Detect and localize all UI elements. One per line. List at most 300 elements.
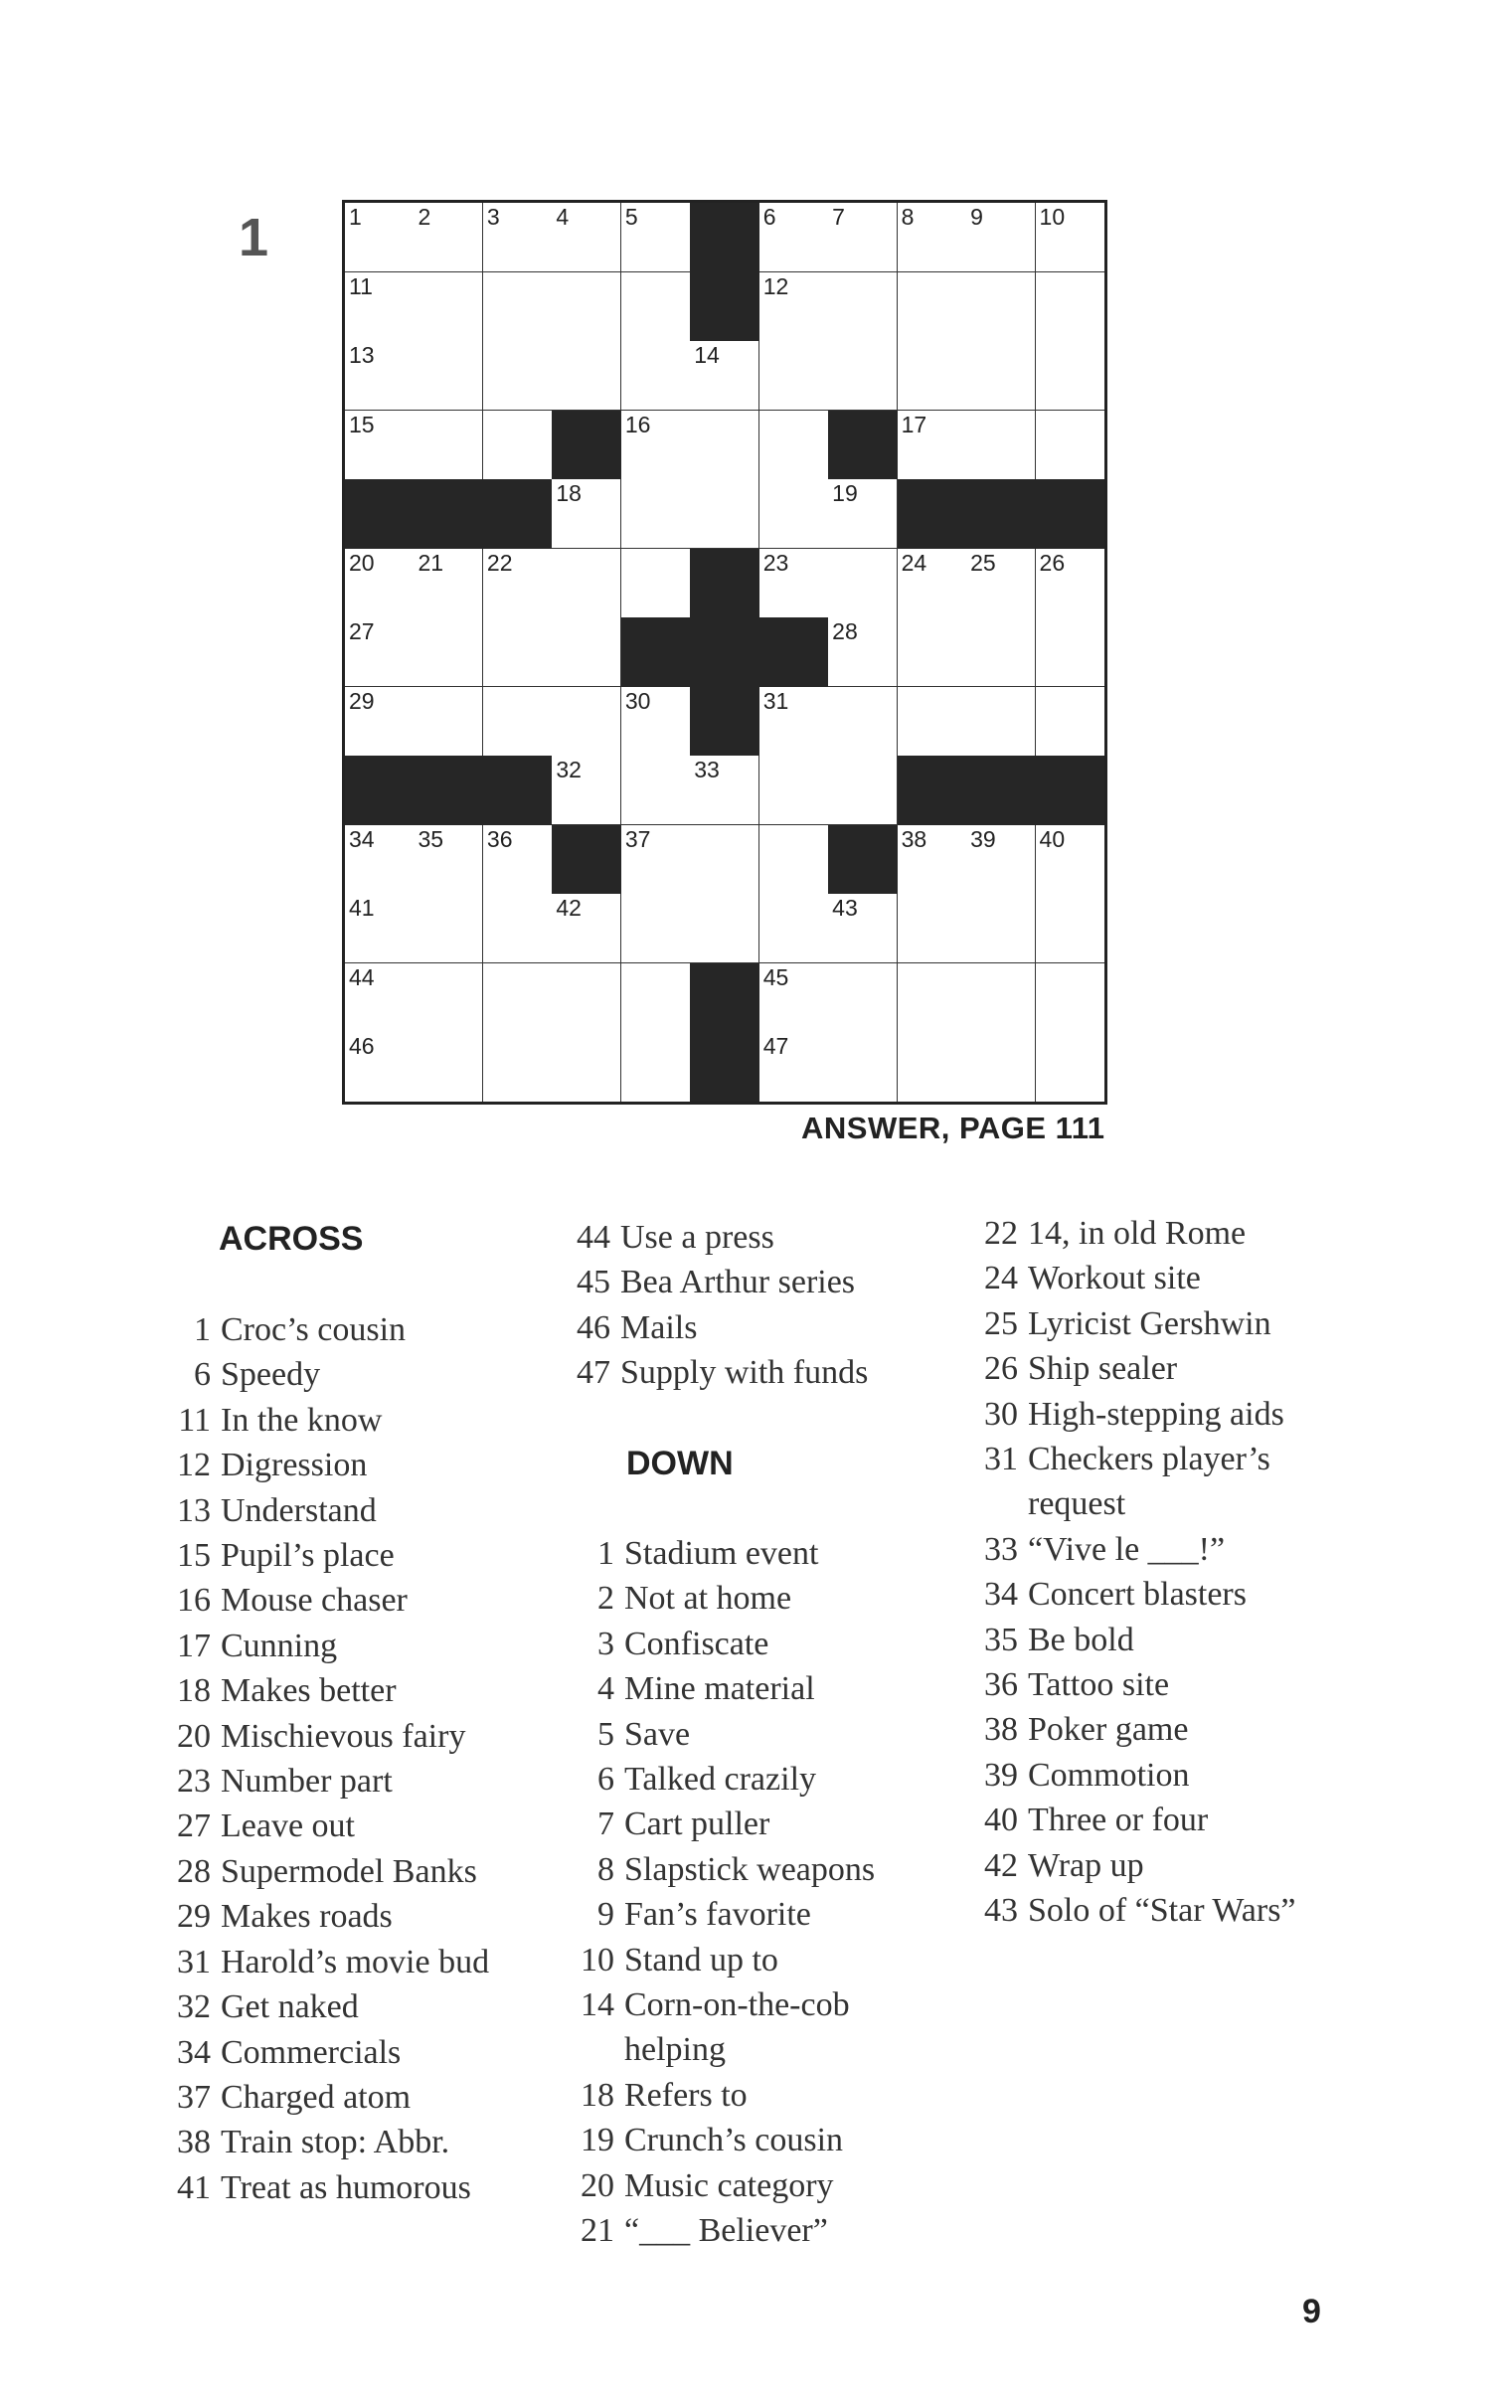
across-clue[interactable] — [159, 2030, 517, 2075]
grid-cell[interactable] — [414, 272, 483, 342]
across-clue[interactable] — [159, 1894, 517, 1939]
cell-number: 43 — [832, 895, 858, 922]
down-clue[interactable] — [966, 1888, 1334, 1933]
clue-number: 43 — [984, 1892, 1018, 1930]
grid-cell[interactable] — [1036, 272, 1104, 342]
clue-number: 34 — [984, 1576, 1018, 1614]
clue-text: Mouse chaser — [221, 1582, 408, 1620]
grid-cell[interactable] — [898, 272, 967, 342]
clue-number: 37 — [177, 2078, 211, 2116]
grid-cell[interactable] — [483, 963, 553, 1033]
grid-cell[interactable] — [1036, 203, 1104, 272]
clue-text: “Vive le ___!” — [1028, 1530, 1226, 1568]
across-clue-list — [159, 1307, 517, 2210]
grid-cell[interactable] — [414, 687, 483, 757]
down-clue[interactable] — [563, 1757, 921, 1802]
crossword-grid[interactable] — [342, 200, 1107, 1105]
grid-cell[interactable] — [898, 825, 967, 895]
down-clue[interactable] — [966, 1211, 1334, 1256]
grid-block — [898, 756, 967, 825]
grid-cell[interactable] — [759, 756, 829, 825]
clue-number: 34 — [177, 2033, 211, 2071]
grid-cell[interactable] — [414, 617, 483, 687]
grid-cell[interactable] — [1036, 687, 1104, 757]
grid-cell[interactable] — [483, 203, 553, 272]
down-clue[interactable] — [563, 1531, 921, 1576]
clue-number: 22 — [984, 1215, 1018, 1252]
grid-cell[interactable] — [621, 687, 691, 757]
down-clue[interactable] — [563, 1938, 921, 1982]
clue-number: 13 — [177, 1491, 211, 1529]
clue-text: Makes better — [221, 1672, 397, 1710]
down-clue[interactable] — [966, 1798, 1334, 1842]
clue-number: 8 — [597, 1850, 614, 1888]
cell-number: 16 — [624, 411, 651, 437]
grid-block — [690, 272, 759, 342]
cell-number: 21 — [418, 549, 444, 576]
across-clue[interactable] — [159, 1624, 517, 1668]
grid-block — [414, 479, 483, 549]
down-clue[interactable] — [563, 2118, 921, 2162]
cell-number: 9 — [970, 204, 983, 230]
across-clue[interactable] — [559, 1305, 868, 1350]
grid-cell[interactable] — [621, 411, 691, 480]
cell-number: 3 — [486, 204, 500, 230]
grid-cell[interactable] — [345, 687, 415, 757]
down-clue[interactable] — [966, 1572, 1334, 1617]
down-clue-list — [563, 1531, 921, 2254]
clue-text: Speedy — [221, 1356, 321, 1394]
grid-cell[interactable] — [1036, 894, 1104, 963]
clue-number: 35 — [984, 1621, 1018, 1658]
grid-cell[interactable] — [690, 894, 759, 963]
grid-block — [690, 549, 759, 618]
cell-number: 35 — [418, 825, 444, 852]
grid-cell[interactable] — [690, 411, 759, 480]
grid-block — [690, 687, 759, 757]
clue-number: 1 — [194, 1311, 211, 1348]
across-clue[interactable] — [159, 1849, 517, 1894]
grid-cell[interactable] — [1036, 341, 1104, 411]
grid-cell[interactable] — [898, 963, 967, 1033]
down-clue[interactable] — [966, 1392, 1334, 1437]
grid-cell[interactable] — [898, 549, 967, 618]
grid-cell[interactable] — [552, 963, 621, 1033]
grid-cell[interactable] — [345, 617, 415, 687]
grid-cell[interactable] — [552, 479, 621, 549]
grid-cell[interactable] — [759, 825, 829, 895]
grid-cell[interactable] — [552, 203, 621, 272]
grid-cell[interactable] — [966, 272, 1036, 342]
grid-cell[interactable] — [483, 687, 553, 757]
clue-text: Lyricist Gershwin — [1028, 1304, 1271, 1342]
clue-number: 32 — [177, 1988, 211, 2026]
grid-cell[interactable] — [345, 272, 415, 342]
down-clue[interactable] — [563, 1802, 921, 1846]
grid-cell[interactable] — [552, 1032, 621, 1102]
down-clue[interactable] — [966, 1301, 1334, 1346]
across-clue[interactable] — [159, 1759, 517, 1804]
down-clue[interactable] — [563, 1847, 921, 1892]
grid-cell[interactable] — [621, 1032, 691, 1102]
down-clue[interactable] — [563, 2163, 921, 2208]
clue-number: 6 — [597, 1761, 614, 1799]
grid-cell[interactable] — [759, 549, 829, 618]
grid-cell[interactable] — [898, 894, 967, 963]
grid-cell[interactable] — [759, 203, 829, 272]
clue-number: 28 — [177, 1852, 211, 1890]
page-number: 9 — [1302, 2293, 1321, 2330]
grid-cell[interactable] — [1036, 825, 1104, 895]
down-clue[interactable] — [563, 2073, 921, 2118]
cell-number: 24 — [901, 549, 927, 576]
grid-cell[interactable] — [552, 687, 621, 757]
clue-text: Charged atom — [221, 2078, 412, 2116]
cell-number: 39 — [970, 825, 996, 852]
grid-block — [552, 825, 621, 895]
grid-cell[interactable] — [966, 341, 1036, 411]
grid-block — [898, 479, 967, 549]
grid-cell[interactable] — [621, 963, 691, 1033]
cell-number: 41 — [349, 895, 375, 922]
clue-text: Cart puller — [624, 1806, 770, 1843]
grid-cell[interactable] — [1036, 617, 1104, 687]
clue-number: 29 — [177, 1898, 211, 1936]
clue-number: 19 — [581, 2122, 614, 2159]
clue-number: 7 — [597, 1806, 614, 1843]
grid-cell[interactable] — [483, 617, 553, 687]
grid-cell[interactable] — [759, 272, 829, 342]
across-clue[interactable] — [159, 1352, 517, 1397]
grid-cell[interactable] — [621, 549, 691, 618]
grid-cell[interactable] — [621, 825, 691, 895]
grid-cell[interactable] — [898, 411, 967, 480]
grid-cell[interactable] — [828, 963, 898, 1033]
cell-number: 40 — [1039, 825, 1066, 852]
across-clue[interactable] — [159, 1533, 517, 1578]
grid-cell[interactable] — [483, 894, 553, 963]
cell-number: 17 — [901, 411, 927, 437]
clue-number: 12 — [177, 1447, 211, 1484]
across-clue[interactable] — [559, 1215, 868, 1260]
grid-cell[interactable] — [483, 272, 553, 342]
across-clue[interactable] — [159, 2075, 517, 2120]
grid-cell[interactable] — [414, 894, 483, 963]
across-clue[interactable] — [159, 1668, 517, 1713]
grid-cell[interactable] — [898, 1032, 967, 1102]
clue-number: 5 — [597, 1715, 614, 1753]
clue-text: Leave out — [221, 1807, 355, 1845]
clue-number: 30 — [984, 1395, 1018, 1433]
clue-number: 10 — [581, 1941, 614, 1978]
across-clue[interactable] — [159, 2120, 517, 2164]
clue-text: Commotion — [1028, 1756, 1190, 1794]
clue-number: 6 — [194, 1356, 211, 1394]
across-heading: ACROSS — [219, 1220, 364, 1258]
grid-cell[interactable] — [414, 825, 483, 895]
grid-cell[interactable] — [828, 341, 898, 411]
down-clue[interactable] — [966, 1707, 1334, 1752]
clue-text: Stadium event — [624, 1535, 819, 1572]
cell-number: 29 — [349, 687, 375, 714]
grid-cell[interactable] — [345, 411, 415, 480]
clue-number: 21 — [581, 2212, 614, 2250]
cell-number: 46 — [349, 1033, 375, 1060]
grid-cell[interactable] — [966, 549, 1036, 618]
cell-number: 23 — [762, 549, 789, 576]
clue-text: Croc’s cousin — [221, 1311, 407, 1348]
grid-cell[interactable] — [828, 617, 898, 687]
across-clue[interactable] — [159, 1488, 517, 1533]
grid-cell[interactable] — [621, 272, 691, 342]
clue-number: 33 — [984, 1530, 1018, 1568]
grid-cell[interactable] — [966, 894, 1036, 963]
clue-text: Checkers player’s request — [1028, 1441, 1270, 1523]
cell-number: 31 — [762, 687, 789, 714]
grid-cell[interactable] — [414, 411, 483, 480]
cell-number: 42 — [556, 895, 582, 922]
grid-cell[interactable] — [483, 341, 553, 411]
cell-number: 2 — [418, 204, 431, 230]
cell-number: 37 — [624, 825, 651, 852]
clue-number: 27 — [177, 1807, 211, 1845]
across-clue[interactable] — [159, 1940, 517, 1984]
down-clue[interactable] — [563, 1712, 921, 1757]
grid-cell[interactable] — [552, 756, 621, 825]
clue-text: Use a press — [620, 1219, 774, 1256]
grid-cell[interactable] — [414, 963, 483, 1033]
grid-cell[interactable] — [690, 825, 759, 895]
cell-number: 7 — [832, 204, 845, 230]
grid-cell[interactable] — [690, 479, 759, 549]
clue-text: Not at home — [624, 1580, 792, 1618]
grid-cell[interactable] — [414, 341, 483, 411]
cell-number: 19 — [832, 480, 858, 507]
grid-cell[interactable] — [759, 894, 829, 963]
across-clue[interactable] — [159, 1398, 517, 1443]
down-clue[interactable] — [563, 1892, 921, 1937]
grid-cell[interactable] — [898, 203, 967, 272]
grid-cell[interactable] — [552, 617, 621, 687]
clue-number: 16 — [177, 1582, 211, 1620]
grid-cell[interactable] — [345, 825, 415, 895]
clue-number: 24 — [984, 1260, 1018, 1297]
down-clue[interactable] — [966, 1843, 1334, 1888]
grid-cell[interactable] — [552, 894, 621, 963]
clue-number: 40 — [984, 1802, 1018, 1839]
grid-cell[interactable] — [828, 479, 898, 549]
grid-cell[interactable] — [966, 617, 1036, 687]
cell-number: 14 — [694, 342, 720, 369]
grid-cell[interactable] — [483, 549, 553, 618]
clue-text: Harold’s movie bud — [221, 1943, 490, 1980]
clue-text: Cunning — [221, 1627, 338, 1664]
grid-cell[interactable] — [345, 1032, 415, 1102]
grid-block — [552, 411, 621, 480]
grid-block — [483, 479, 553, 549]
down-clue[interactable] — [966, 1753, 1334, 1798]
clue-text: Wrap up — [1028, 1846, 1144, 1884]
grid-cell[interactable] — [759, 479, 829, 549]
clue-number: 3 — [597, 1625, 614, 1662]
grid-cell[interactable] — [345, 341, 415, 411]
grid-cell[interactable] — [414, 203, 483, 272]
cell-number: 44 — [349, 963, 375, 990]
grid-cell[interactable] — [483, 825, 553, 895]
grid-cell[interactable] — [759, 341, 829, 411]
across-clue[interactable] — [159, 2165, 517, 2210]
clue-number: 38 — [984, 1711, 1018, 1749]
clue-text: Stand up to — [624, 1941, 778, 1978]
grid-cell[interactable] — [966, 411, 1036, 480]
clue-number: 2 — [597, 1580, 614, 1618]
clue-text: Music category — [624, 2166, 834, 2204]
clue-number: 31 — [984, 1441, 1018, 1478]
grid-cell[interactable] — [345, 203, 415, 272]
grid-cell[interactable] — [898, 687, 967, 757]
down-clue[interactable] — [563, 1666, 921, 1711]
grid-block — [483, 756, 553, 825]
across-clue[interactable] — [159, 1443, 517, 1487]
clue-text: Pupil’s place — [221, 1537, 395, 1575]
grid-block — [966, 756, 1036, 825]
grid-cell[interactable] — [966, 687, 1036, 757]
cell-number: 1 — [349, 204, 362, 230]
grid-cell[interactable] — [621, 756, 691, 825]
grid-block — [690, 203, 759, 272]
clue-text: Save — [624, 1715, 691, 1753]
grid-cell[interactable] — [414, 549, 483, 618]
down-clue[interactable] — [966, 1437, 1334, 1527]
clue-number: 47 — [577, 1354, 610, 1392]
clue-text: Solo of “Star Wars” — [1028, 1892, 1296, 1930]
cell-number: 33 — [694, 757, 720, 783]
grid-block — [966, 479, 1036, 549]
down-clue[interactable] — [966, 1527, 1334, 1572]
clue-text: Mine material — [624, 1670, 815, 1708]
grid-cell[interactable] — [1036, 1032, 1104, 1102]
grid-cell[interactable] — [828, 203, 898, 272]
down-clue[interactable] — [966, 1256, 1334, 1300]
grid-cell[interactable] — [898, 341, 967, 411]
clue-number: 15 — [177, 1537, 211, 1575]
clue-number: 20 — [581, 2166, 614, 2204]
across-clue[interactable] — [159, 1984, 517, 2029]
cell-number: 12 — [762, 272, 789, 299]
grid-cell[interactable] — [414, 1032, 483, 1102]
across-clue[interactable] — [159, 1307, 517, 1352]
clue-number: 46 — [577, 1308, 610, 1346]
grid-cell[interactable] — [759, 963, 829, 1033]
down-clue[interactable] — [966, 1618, 1334, 1662]
across-clue[interactable] — [559, 1350, 868, 1395]
grid-cell[interactable] — [1036, 963, 1104, 1033]
grid-cell[interactable] — [621, 894, 691, 963]
across-clue-list-continued — [559, 1215, 868, 1396]
clue-number: 23 — [177, 1763, 211, 1801]
cell-number: 11 — [349, 272, 373, 299]
cell-number: 34 — [349, 825, 375, 852]
clue-number: 18 — [581, 2076, 614, 2114]
clue-text: Number part — [221, 1763, 393, 1801]
down-heading: DOWN — [626, 1445, 734, 1482]
grid-cell[interactable] — [828, 756, 898, 825]
clue-text: Concert blasters — [1028, 1576, 1247, 1614]
grid-cell[interactable] — [690, 341, 759, 411]
down-clue[interactable] — [966, 1662, 1334, 1707]
grid-block — [690, 1032, 759, 1102]
clue-number: 14 — [581, 1986, 614, 2024]
clue-number: 17 — [177, 1627, 211, 1664]
grid-cell[interactable] — [759, 687, 829, 757]
grid-cell[interactable] — [759, 1032, 829, 1102]
down-clue[interactable] — [966, 1346, 1334, 1391]
grid-cell[interactable] — [621, 341, 691, 411]
grid-cell[interactable] — [552, 272, 621, 342]
grid-cell[interactable] — [966, 203, 1036, 272]
clue-text: Makes roads — [221, 1898, 393, 1936]
grid-cell[interactable] — [552, 341, 621, 411]
grid-block — [828, 825, 898, 895]
across-clue[interactable] — [159, 1714, 517, 1759]
clue-text: In the know — [221, 1401, 383, 1439]
clue-text: Poker game — [1028, 1711, 1189, 1749]
grid-cell[interactable] — [552, 549, 621, 618]
cell-number: 6 — [762, 204, 776, 230]
grid-cell[interactable] — [621, 203, 691, 272]
grid-cell[interactable] — [345, 894, 415, 963]
down-clue[interactable] — [563, 1576, 921, 1621]
clue-text: Corn-on-the-cob helping — [624, 1986, 850, 2069]
grid-cell[interactable] — [898, 617, 967, 687]
grid-cell[interactable] — [345, 963, 415, 1033]
clue-number: 41 — [177, 2168, 211, 2206]
grid-cell[interactable] — [828, 1032, 898, 1102]
grid-cell[interactable] — [483, 411, 553, 480]
grid-cell[interactable] — [828, 687, 898, 757]
grid-cell[interactable] — [966, 963, 1036, 1033]
down-clue[interactable] — [563, 2208, 921, 2253]
clue-text: Bea Arthur series — [620, 1264, 856, 1301]
grid-cell[interactable] — [1036, 549, 1104, 618]
grid-cell[interactable] — [828, 894, 898, 963]
grid-block — [1036, 479, 1104, 549]
clue-text: Workout site — [1028, 1260, 1201, 1297]
clue-text: Understand — [221, 1491, 377, 1529]
grid-block — [690, 963, 759, 1033]
down-clue[interactable] — [563, 1982, 921, 2073]
clue-number: 20 — [177, 1717, 211, 1755]
grid-cell[interactable] — [690, 756, 759, 825]
grid-cell[interactable] — [621, 479, 691, 549]
grid-cell[interactable] — [828, 272, 898, 342]
grid-cell[interactable] — [966, 1032, 1036, 1102]
grid-cell[interactable] — [1036, 411, 1104, 480]
cell-number: 32 — [556, 757, 582, 783]
grid-cell[interactable] — [966, 825, 1036, 895]
across-clue[interactable] — [159, 1578, 517, 1623]
grid-cell[interactable] — [483, 1032, 553, 1102]
grid-cell[interactable] — [759, 411, 829, 480]
across-clue[interactable] — [559, 1260, 868, 1304]
clue-number: 25 — [984, 1304, 1018, 1342]
across-clue[interactable] — [159, 1804, 517, 1848]
grid-cell[interactable] — [828, 549, 898, 618]
clue-text: Supermodel Banks — [221, 1852, 477, 1890]
cell-number: 38 — [901, 825, 927, 852]
grid-cell[interactable] — [345, 549, 415, 618]
down-clue[interactable] — [563, 1622, 921, 1666]
